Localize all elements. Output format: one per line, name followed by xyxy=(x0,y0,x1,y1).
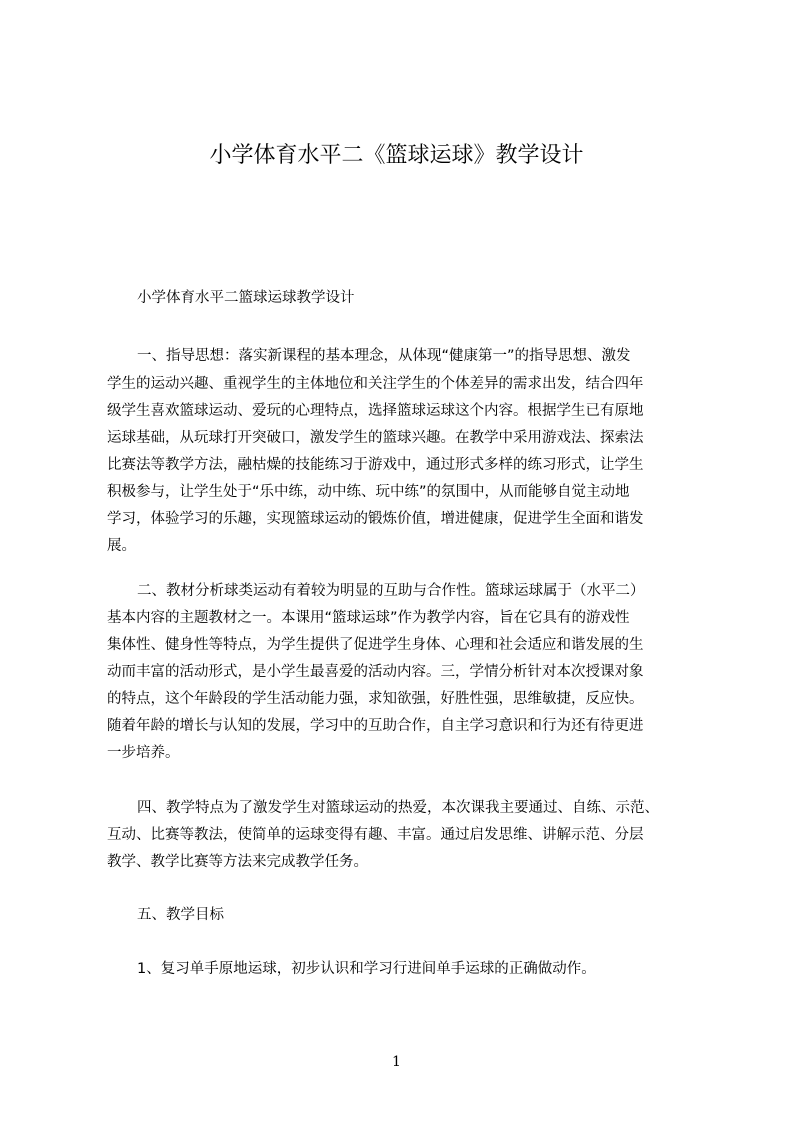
document-subtitle: 小学体育水平二篮球运球教学设计 xyxy=(137,290,355,306)
section2-line: 基本内容的主题教材之一。本课用“篮球运球”作为教学内容，旨在它具有的游戏性 xyxy=(107,610,630,626)
section1-line: 级学生喜欢篮球运动、爱玩的心理特点，选择篮球运球这个内容。根据学生已有原地 xyxy=(107,403,644,419)
section1-line: 一、指导思想：落实新课程的基本理念，从体现“健康第一”的指导思想、激发 xyxy=(137,348,631,364)
section1-line: 比赛法等教学方法，融枯燥的技能练习于游戏中，通过形式多样的练习形式，让学生 xyxy=(107,457,644,473)
section1-line: 学生的运动兴趣、重视学生的主体地位和关注学生的个体差异的需求出发，结合四年 xyxy=(107,376,644,392)
document-title: 小学体育水平二《篮球运球》教学设计 xyxy=(209,143,584,168)
section2-line: 二、教材分析球类运动有着较为明显的互助与合作性。篮球运球属于（水平二） xyxy=(137,583,645,599)
page-number: 1 xyxy=(392,1054,401,1070)
section2-line: 随着年龄的增长与认知的发展，学习中的互助合作，自主学习意识和行为还有待更进 xyxy=(107,718,644,734)
section2-line: 一步培养。 xyxy=(107,745,180,761)
section1-line: 展。 xyxy=(107,538,136,554)
section2-line: 集体性、健身性等特点，为学生提供了促进学生身体、心理和社会适应和谐发展的生 xyxy=(107,637,644,653)
goal-item: 1、复习单手原地运球，初步认识和学习行进间单手运球的正确做动作。 xyxy=(137,961,596,977)
section5-heading: 五、教学目标 xyxy=(137,907,224,923)
section4-line: 互动、比赛等教法，使简单的运球变得有趣、丰富。通过启发思维、讲解示范、分层 xyxy=(107,827,644,843)
section2-line: 的特点，这个年龄段的学生活动能力强，求知欲强，好胜性强，思维敏捷，反应快。 xyxy=(107,691,644,707)
section4-line: 四、教学特点为了激发学生对篮球运动的热爱，本次课我主要通过、自练、示范、 xyxy=(137,800,659,816)
section2-line: 动而丰富的活动形式，是小学生最喜爱的活动内容。三，学情分析针对本次授课对象 xyxy=(107,664,644,680)
section1-line: 学习，体验学习的乐趣，实现篮球运动的锻炼价值，增进健康，促进学生全面和谐发 xyxy=(107,511,644,527)
section1-line: 运球基础，从玩球打开突破口，激发学生的篮球兴趣。在教学中采用游戏法、探索法 xyxy=(107,430,644,446)
section1-line: 积极参与，让学生处于“乐中练，动中练、玩中练”的氛围中，从而能够自觉主动地 xyxy=(107,484,630,500)
section4-line: 教学、教学比赛等方法来完成教学任务。 xyxy=(107,854,368,870)
